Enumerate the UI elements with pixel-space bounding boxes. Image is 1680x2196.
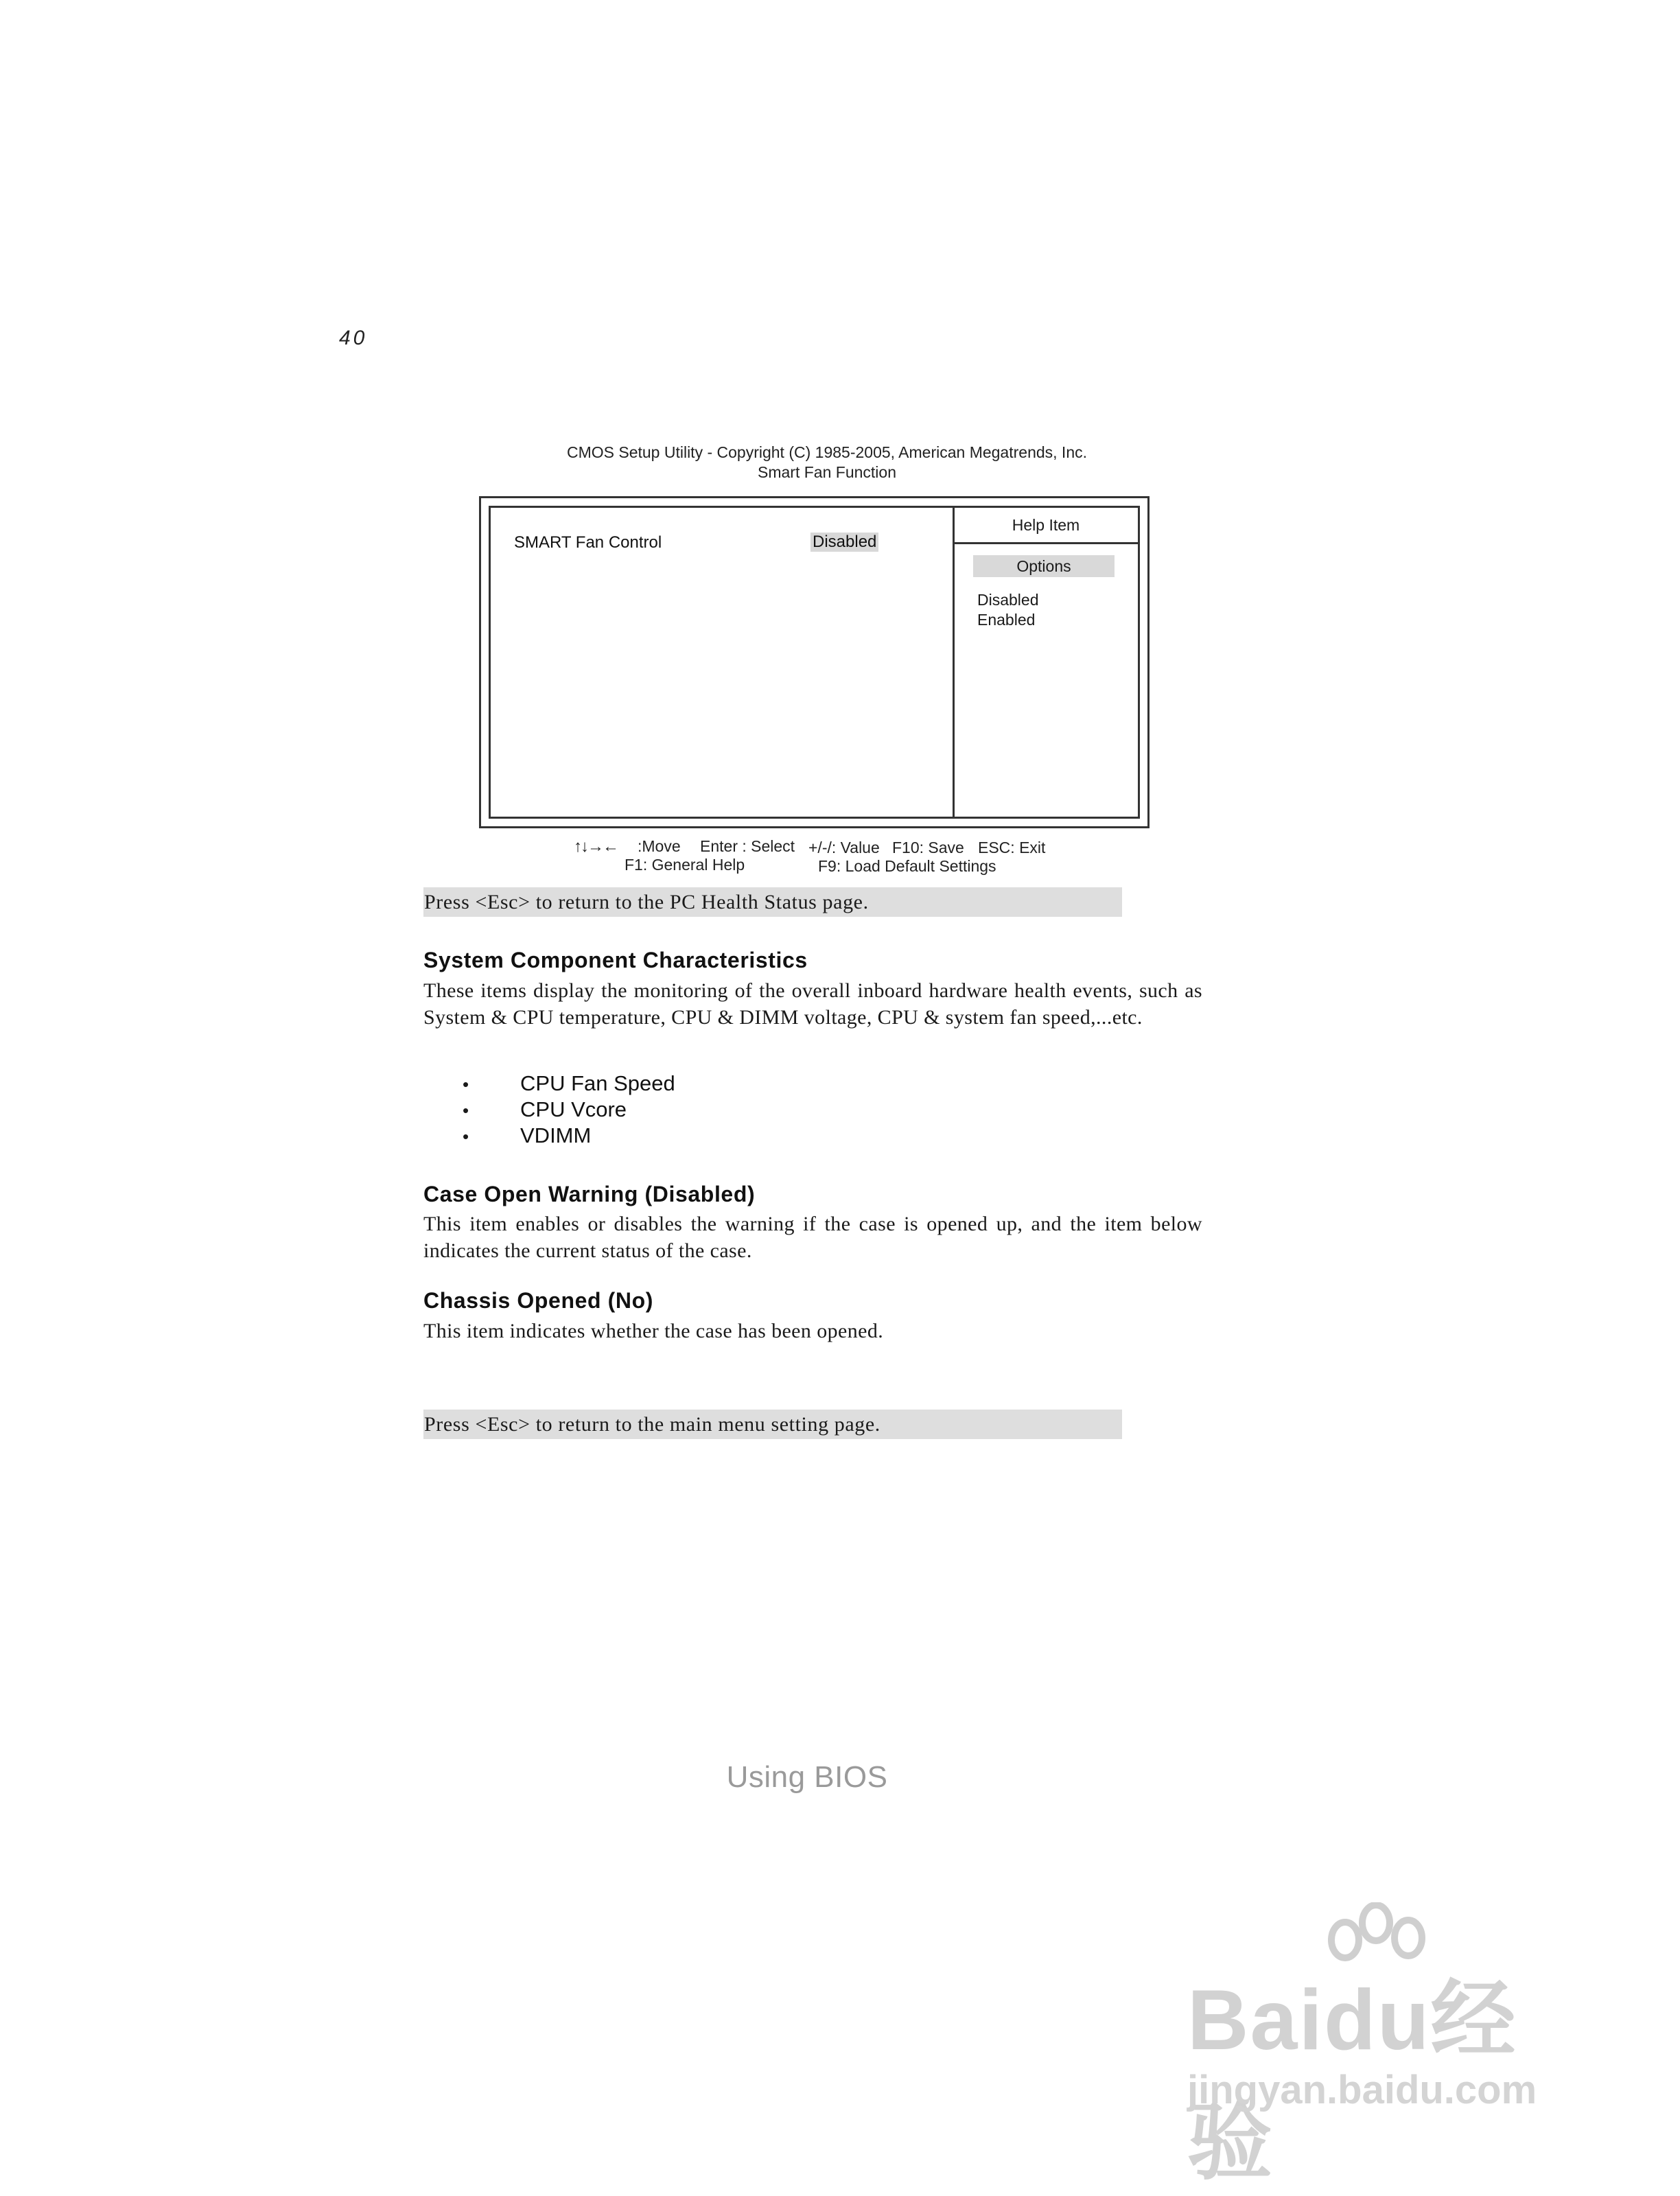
bullet-icon: • bbox=[463, 1126, 469, 1147]
list-item-cpu-fan-speed: CPU Fan Speed bbox=[520, 1071, 675, 1095]
heading-chassis-opened: Chassis Opened (No) bbox=[423, 1288, 654, 1313]
body-system-component: These items display the monitoring of the overall inboard hardware health events, such as System & CPU temperature, CPU & DIMM voltage, CPU & system fan speed,...etc. bbox=[423, 979, 1202, 1029]
bullet-icon: • bbox=[463, 1074, 469, 1095]
watermark-url: jingyan.baidu.com bbox=[1187, 2068, 1537, 2112]
key-move-hint: :Move bbox=[638, 837, 681, 855]
setting-label-smart-fan-control[interactable]: SMART Fan Control bbox=[514, 533, 662, 552]
page-number: 40 bbox=[339, 327, 368, 349]
setting-value-smart-fan-control[interactable]: Disabled bbox=[810, 533, 878, 552]
watermark-brand: Baidu经验 bbox=[1187, 1973, 1517, 2190]
arrow-keys-icon: ↑↓→← bbox=[574, 837, 618, 856]
watermark-logo bbox=[1180, 1902, 1578, 2190]
help-panel-divider bbox=[953, 508, 955, 817]
heading-system-component: System Component Characteristics bbox=[423, 948, 808, 972]
key-defaults-hint: F9: Load Default Settings bbox=[818, 857, 996, 875]
help-title-separator bbox=[953, 542, 1138, 544]
list-item-cpu-vcore: CPU Vcore bbox=[520, 1097, 627, 1121]
heading-case-open-warning: Case Open Warning (Disabled) bbox=[423, 1182, 756, 1206]
key-exit-hint: ESC: Exit bbox=[978, 839, 1046, 856]
key-help-hint: F1: General Help bbox=[625, 856, 745, 874]
footer-chapter-title: Using BIOS bbox=[726, 1760, 888, 1794]
note-return-main-menu: Press <Esc> to return to the main menu setting page. bbox=[423, 1410, 1122, 1439]
help-option-disabled: Disabled bbox=[977, 591, 1039, 609]
help-item-title: Help Item bbox=[1012, 516, 1080, 534]
key-select-hint: Enter : Select bbox=[700, 837, 795, 855]
bullet-icon: • bbox=[463, 1100, 469, 1121]
list-item-vdimm: VDIMM bbox=[520, 1123, 592, 1147]
note-return-pc-health: Press <Esc> to return to the PC Health Status page. bbox=[423, 887, 1122, 917]
key-save-hint: F10: Save bbox=[892, 839, 964, 856]
body-chassis-opened: This item indicates whether the case has been opened. bbox=[423, 1320, 884, 1342]
key-value-hint: +/-/: Value bbox=[808, 839, 880, 856]
help-options-header: Options bbox=[973, 555, 1115, 577]
body-case-open-warning: This item enables or disables the warning if the case is opened up, and the item below indicates the current status of the case. bbox=[423, 1213, 1202, 1262]
help-option-enabled: Enabled bbox=[977, 611, 1036, 629]
bios-screen bbox=[479, 496, 1150, 828]
bios-panel bbox=[489, 506, 1140, 819]
bios-subtitle: Smart Fan Function bbox=[758, 463, 896, 481]
bios-title: CMOS Setup Utility - Copyright (C) 1985-2005, American Megatrends, Inc. bbox=[566, 443, 1088, 461]
